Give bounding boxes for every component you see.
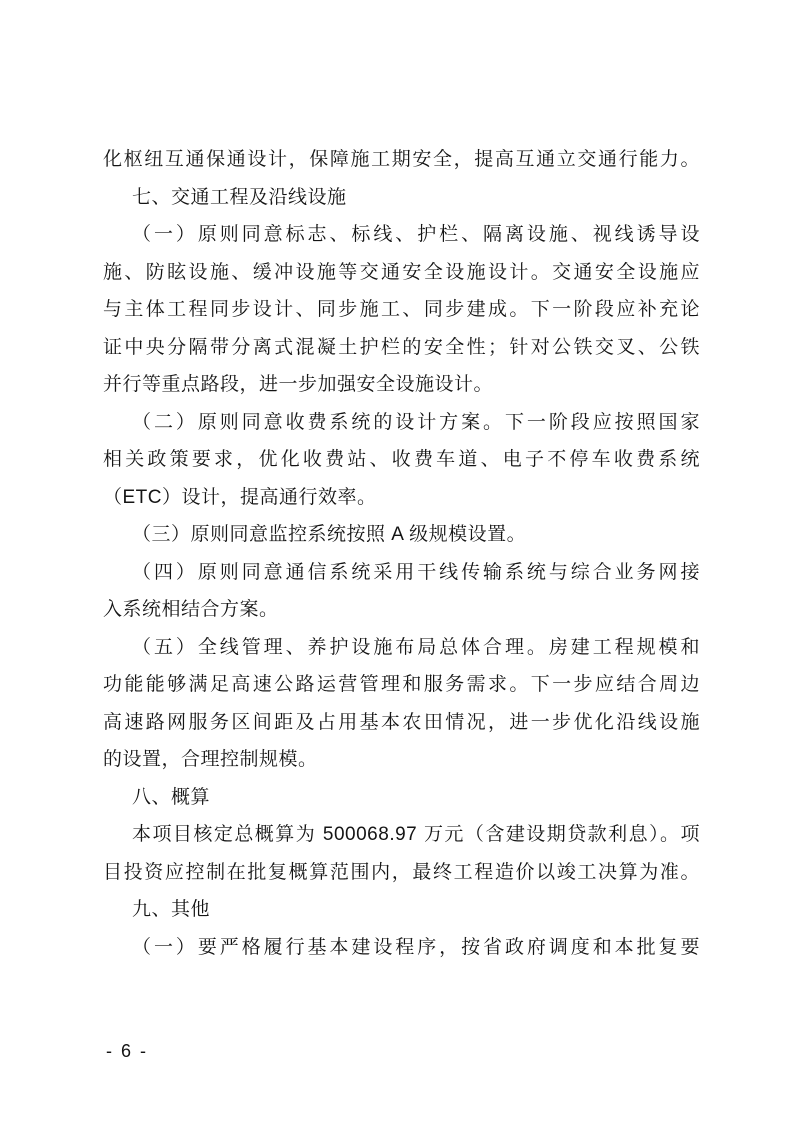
text-line: 高速路网服务区间距及占用基本农田情况，进一步优化沿线设施 [103,711,700,733]
text-line: （二）原则同意收费系统的设计方案。下一阶段应按照国家 [132,411,700,433]
text-line: 相关政策要求，优化收费站、收费车道、电子不停车收费系统 [103,449,700,470]
text-line: （ETC）设计，提高通行效率。 [103,486,377,508]
text-line: 功能能够满足高速公路运营管理和服务需求。下一步应结合周边 [103,674,700,695]
text-line: 证中央分隔带分离式混凝土护栏的安全性；针对公铁交叉、公铁 [103,336,700,358]
text-line: 九、其他 [132,899,211,920]
text-line: 八、概算 [132,786,211,808]
text-line: 的设置，合理控制规模。 [103,749,318,770]
text-line: （四）原则同意通信系统采用干线传输系统与综合业务网接 [132,561,700,583]
text-line: 与主体工程同步设计、同步施工、同步建成。下一阶段应补充论 [103,299,700,320]
text-line: （一）原则同意标志、标线、护栏、隔离设施、视线诱导设 [132,224,700,245]
text-line: 入系统相结合方案。 [103,599,279,620]
page-number: - 6 - [106,1041,149,1061]
text-line: 化枢纽互通保通设计，保障施工期安全，提高互通立交通行能力。 [103,149,700,170]
text-line: 并行等重点路段，进一步加强安全设施设计。 [103,374,494,395]
text-line: 目投资应控制在批复概算范围内，最终工程造价以竣工决算为准。 [103,861,700,883]
text-line: （五）全线管理、养护设施布局总体合理。房建工程规模和 [132,636,700,658]
text-line: （三）原则同意监控系统按照 A 级规模设置。 [132,524,527,545]
text-line: 本项目核定总概算为 500068.97 万元（含建设期贷款利息）。项 [132,824,700,845]
text-line: （一）要严格履行基本建设程序，按省政府调度和本批复要 [132,936,700,958]
text-line: 施、防眩设施、缓冲设施等交通安全设施设计。交通安全设施应 [103,261,700,283]
document-body [103,141,700,966]
text-line: 七、交通工程及沿线设施 [132,186,347,208]
